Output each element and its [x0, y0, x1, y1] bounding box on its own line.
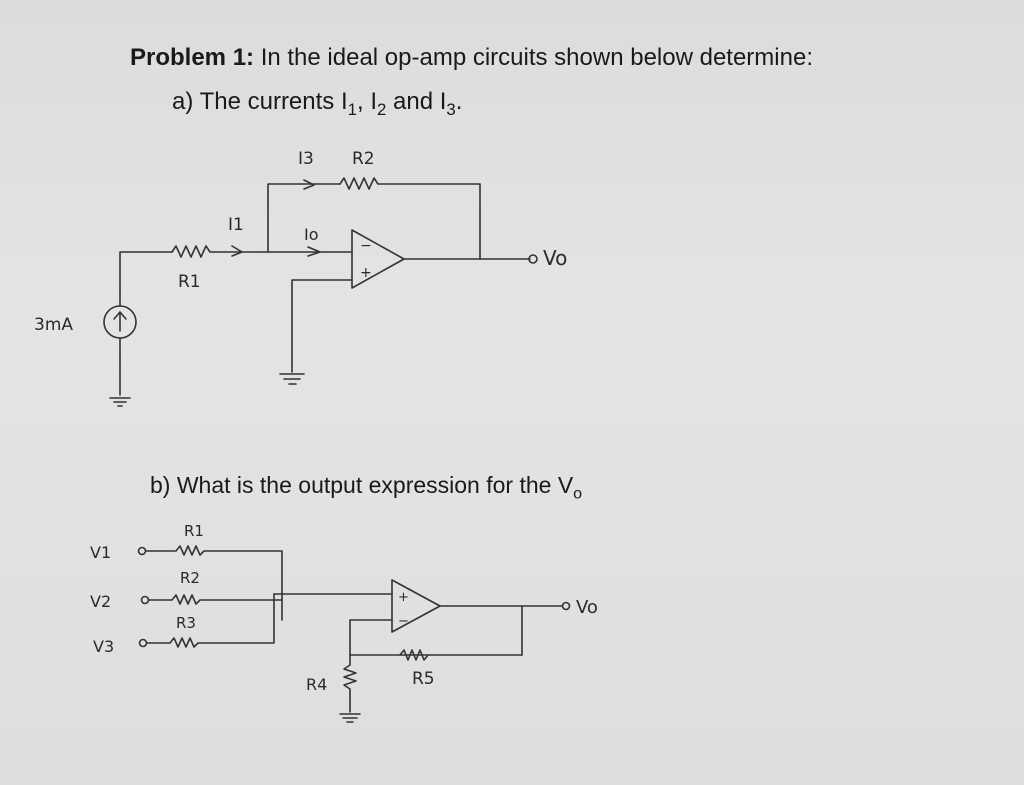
r4-label: R4 — [306, 675, 328, 694]
plus-sign-a: + — [360, 265, 372, 281]
problem-statement: In the ideal op-amp circuits shown below determine: — [260, 44, 813, 71]
r3b-label: R3 — [176, 614, 196, 632]
part-b-text: What is the output expression for the V — [176, 472, 574, 498]
ground-icon — [280, 374, 304, 384]
circuit-a — [104, 178, 537, 406]
part-a-marker: a) — [172, 88, 194, 115]
minus-sign-b: − — [398, 614, 409, 629]
part-b-marker: b) — [150, 472, 171, 498]
i1-label: I1 — [228, 215, 244, 235]
terminal-v2-icon — [142, 597, 149, 604]
plus-sign-b: + — [398, 590, 409, 605]
part-a-sub3: 3 — [446, 99, 456, 119]
current-arrow-icon — [232, 246, 242, 256]
vo-label-a: Vo — [543, 246, 568, 270]
part-a-text: The currents I — [199, 88, 348, 115]
part-a-sep2: and I — [386, 88, 447, 115]
v1-label: V1 — [90, 543, 112, 562]
v3-label: V3 — [93, 637, 115, 656]
ground-icon — [110, 398, 130, 406]
vo-label-b: Vo — [576, 597, 598, 618]
resistor-r2-icon — [340, 178, 480, 189]
resistor-r1-icon — [172, 246, 262, 257]
source-label: 3mA — [34, 315, 74, 335]
resistor-r3b-icon — [147, 594, 274, 647]
terminal-v1-icon — [139, 548, 146, 555]
r1-label: R1 — [178, 272, 201, 292]
source-arrow-icon — [114, 312, 126, 331]
io-label: Io — [304, 225, 319, 244]
i3-label: I3 — [298, 149, 314, 169]
part-a-end: . — [455, 88, 463, 115]
r1b-label: R1 — [184, 522, 204, 540]
part-a-sep1: , I — [356, 88, 377, 115]
minus-sign-a: − — [360, 238, 372, 254]
part-b-sub: o — [573, 484, 583, 503]
terminal-v3-icon — [140, 640, 147, 647]
resistor-r1b-icon — [146, 546, 282, 594]
part-a-sub1: 1 — [347, 99, 357, 119]
resistor-r4-icon — [344, 655, 356, 712]
circuit-b — [139, 546, 570, 722]
r2b-label: R2 — [180, 569, 200, 587]
output-terminal-b-icon — [563, 603, 570, 610]
r5-label: R5 — [412, 669, 435, 689]
ground-icon — [340, 714, 360, 722]
resistor-r2b-icon — [149, 595, 282, 604]
part-a-sub2: 2 — [377, 99, 387, 119]
v2-label: V2 — [90, 592, 112, 611]
problem-label: Problem 1: — [130, 44, 255, 71]
r2-label: R2 — [352, 149, 375, 169]
